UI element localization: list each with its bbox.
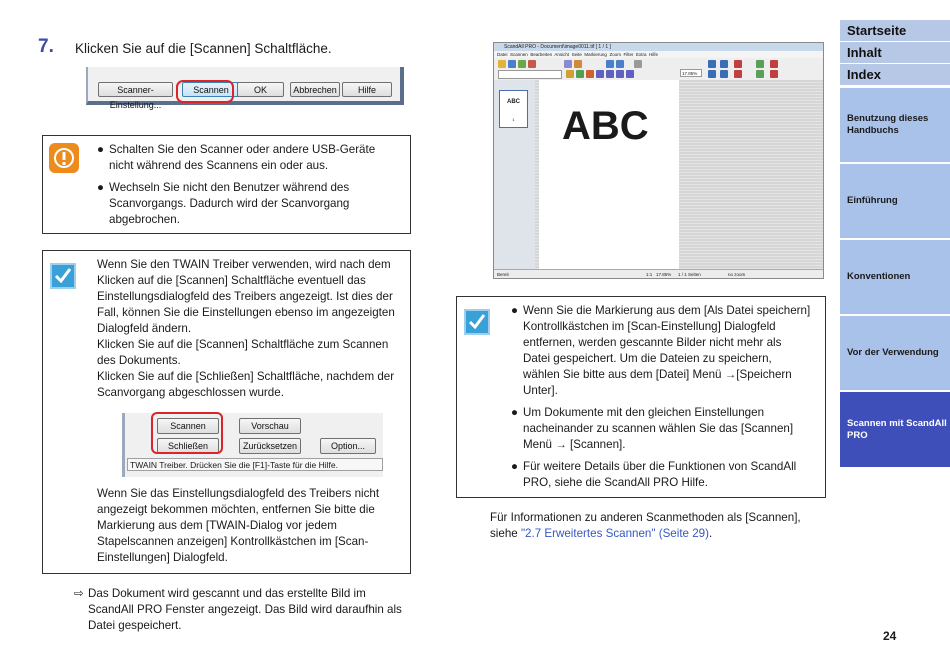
scan-dialog-snippet (86, 67, 404, 110)
status-ratio: 1:1 (646, 272, 653, 277)
advanced-scanning-link[interactable]: "2.7 Erweitertes Scannen" (Seite 29) (520, 527, 709, 540)
step-instruction: Klicken Sie auf die [Scannen] Schaltfläche. (75, 41, 332, 56)
scandall-window (493, 42, 824, 279)
toolbar-icon[interactable] (756, 60, 764, 68)
bullet: ● (511, 406, 519, 419)
menu-zoom[interactable]: Zoom (609, 52, 621, 57)
toolbar-icon[interactable] (708, 70, 716, 78)
scanner-settings-button[interactable]: Scanner-Einstellung... (98, 82, 173, 97)
nav-section-handbook[interactable]: Benutzung dieses Handbuchs (840, 88, 950, 162)
menu-extra[interactable]: Extra (636, 52, 647, 57)
status-zoom: 17.85% (656, 272, 672, 277)
toolbar-icon[interactable] (770, 60, 778, 68)
toolbar-icon[interactable] (606, 60, 614, 68)
menu-filter[interactable]: Filter (623, 52, 634, 57)
document-text: ABC (562, 104, 649, 148)
hint-text-top: Wenn Sie den TWAIN Treiber verwenden, wird nach dem Klicken auf die [Scannen] Schaltfläche eventuell das Einstellungsdialogfeld des Treibers angezeigt. Ist dies der Fall, können Sie die Einstellungen ebenso im angezeigten Dialogfeld ändern. Klicken Sie auf die [Scannen] Schaltfläche zum Scannen des Dokuments. Klicken Sie auf die [Schließen] Schaltfläche, nachdem der Scanvorgang abgeschlossen wurde. (97, 258, 395, 399)
toolbar-icon[interactable] (518, 60, 526, 68)
warning-icon (49, 143, 79, 173)
toolbar-icon[interactable] (564, 60, 572, 68)
twain-scan-button[interactable]: Scannen (157, 418, 219, 434)
toolbar-icon[interactable] (626, 70, 634, 78)
cancel-button[interactable]: Abbrechen (290, 82, 340, 97)
menu-file[interactable]: Datei (497, 52, 508, 57)
thumbnail-pane (494, 80, 536, 269)
caution-item: Schalten Sie den Scanner oder andere USB-Geräte nicht während des Scannens ein oder aus. (109, 143, 376, 172)
nav-index[interactable]: Index (840, 64, 950, 85)
window-titlebar: ScandAll PRO - Document\image0011.tif [ 1 / 1 ] (494, 43, 823, 51)
page-number: 24 (883, 629, 897, 643)
nav-section-conventions[interactable]: Konventionen (840, 240, 950, 314)
twain-buttons-highlight (151, 412, 223, 454)
nav-section-introduction[interactable]: Einführung (840, 164, 950, 238)
toolbar-icon[interactable] (634, 60, 642, 68)
toolbar-icon[interactable] (586, 70, 594, 78)
toolbar-icon[interactable] (616, 70, 624, 78)
hint-text-bottom: Wenn Sie das Einstellungsdialogfeld des Treibers nicht angezeigt bekommen möchten, entfernen Sie bitte die Markierung aus dem [TWAIN-Dialog vor jedem Stapelscannen anzeigen] Kontrollkästchen im [Scan- Einstellungen] Dialogfeld. (97, 487, 380, 564)
thumbnail-text: ABC (507, 99, 520, 105)
checkmark-icon (464, 309, 490, 335)
nav-contents[interactable]: Inhalt (840, 42, 950, 63)
hint-item: Um Dokumente mit den gleichen Einstellungen nacheinander zu scannen wählen Sie das [Scannen] Menü → [Scannen]. (523, 406, 794, 451)
menu-help[interactable]: Hilfe (649, 52, 659, 57)
ok-button[interactable]: OK (237, 82, 284, 97)
twain-reset-button[interactable]: Zurücksetzen (239, 438, 301, 454)
bullet: ● (97, 143, 105, 156)
toolbar-icon[interactable] (574, 60, 582, 68)
twain-preview-button[interactable]: Vorschau (239, 418, 301, 434)
nav-section-before-use[interactable]: Vor der Verwendung (840, 316, 950, 390)
status-bar (494, 269, 823, 279)
step-number: 7. (38, 36, 54, 57)
status-zoom-mode: no zoom (728, 272, 746, 277)
hint-box-twain (42, 250, 411, 574)
toolbar-icon[interactable] (498, 60, 506, 68)
checkmark-icon (50, 263, 76, 289)
result-text: Das Dokument wird gescannt und das erstellte Bild im ScandAll PRO Fenster angezeigt. Das Bild wird daraufhin als Datei gespeichert. (88, 587, 402, 632)
menu-marker[interactable]: Markierung (584, 52, 607, 57)
nav-home[interactable]: Startseite (840, 20, 950, 41)
toolbar-icon[interactable] (734, 60, 742, 68)
menu-scan[interactable]: Scannen (510, 52, 528, 57)
toolbar-icon[interactable] (596, 70, 604, 78)
toolbar-icon[interactable] (720, 60, 728, 68)
toolbar-icon[interactable] (606, 70, 614, 78)
twain-close-button[interactable]: Schließen (157, 438, 219, 454)
toolbar-icon[interactable] (770, 70, 778, 78)
toolbar-icon[interactable] (576, 70, 584, 78)
twain-status-bar: TWAIN Treiber. Drücken Sie die [F1]-Taste für die Hilfe. (127, 458, 383, 471)
document-page (539, 80, 679, 269)
toolbar-icon[interactable] (616, 60, 624, 68)
bullet: ● (511, 304, 519, 317)
caution-box (42, 135, 411, 234)
window-menubar (494, 51, 823, 58)
zoom-field[interactable]: 17.85% (680, 69, 702, 77)
status-ready: Bereit (497, 272, 509, 277)
toolbar-icon[interactable] (566, 70, 574, 78)
toolbar-icon[interactable] (528, 60, 536, 68)
menu-view[interactable]: Ansicht (554, 52, 570, 57)
hint-box-scandall (456, 296, 826, 498)
scan-button-highlight (176, 80, 234, 103)
window-toolbar (494, 58, 823, 81)
toolbar-icon[interactable] (756, 70, 764, 78)
bullet: ● (511, 460, 519, 473)
toolbar-icon[interactable] (734, 70, 742, 78)
help-button[interactable]: Hilfe (342, 82, 392, 97)
document-view (535, 80, 824, 269)
scan-button[interactable]: Scannen (182, 82, 240, 97)
thumbnail-page[interactable] (499, 90, 528, 128)
status-pages: 1 / 1 Seiten (678, 272, 701, 277)
nav-section-scanning[interactable]: Scannen mit ScandAll PRO (840, 392, 950, 467)
bullet: ● (97, 181, 105, 194)
menu-page[interactable]: Seite (571, 52, 582, 57)
toolbar-combo[interactable] (498, 70, 562, 79)
menu-edit[interactable]: Bearbeiten (530, 52, 553, 57)
info-text: Für Informationen zu anderen Scanmethoden als [Scannen], siehe "2.7 Erweitertes Scannen" (Seite 29). (490, 511, 801, 540)
toolbar-icon[interactable] (508, 60, 516, 68)
hint-item: Für weitere Details über die Funktionen von ScandAll PRO, siehe die ScandAll PRO Hilfe. (523, 460, 797, 489)
hint-item: Wenn Sie die Markierung aus dem [Als Datei speichern] Kontrollkästchen im [Scan-Einstellung] Dialogfeld entfernen, werden gescannte Bilder nicht mehr als Datei gespeichert. Um die Dateien zu speichern, wählen Sie bitte aus dem [Datei] Menü →[Speichern Unter]. (523, 304, 811, 397)
twain-option-button[interactable]: Option... (320, 438, 376, 454)
result-arrow: ⇨ (74, 587, 84, 600)
toolbar-icon[interactable] (708, 60, 716, 68)
thumbnail-page-number: 1 (512, 117, 515, 122)
caution-item: Wechseln Sie nicht den Benutzer während des Scanvorgangs. Dadurch wird der Scanvorgang abgebrochen. (109, 181, 350, 226)
toolbar-icon[interactable] (720, 70, 728, 78)
